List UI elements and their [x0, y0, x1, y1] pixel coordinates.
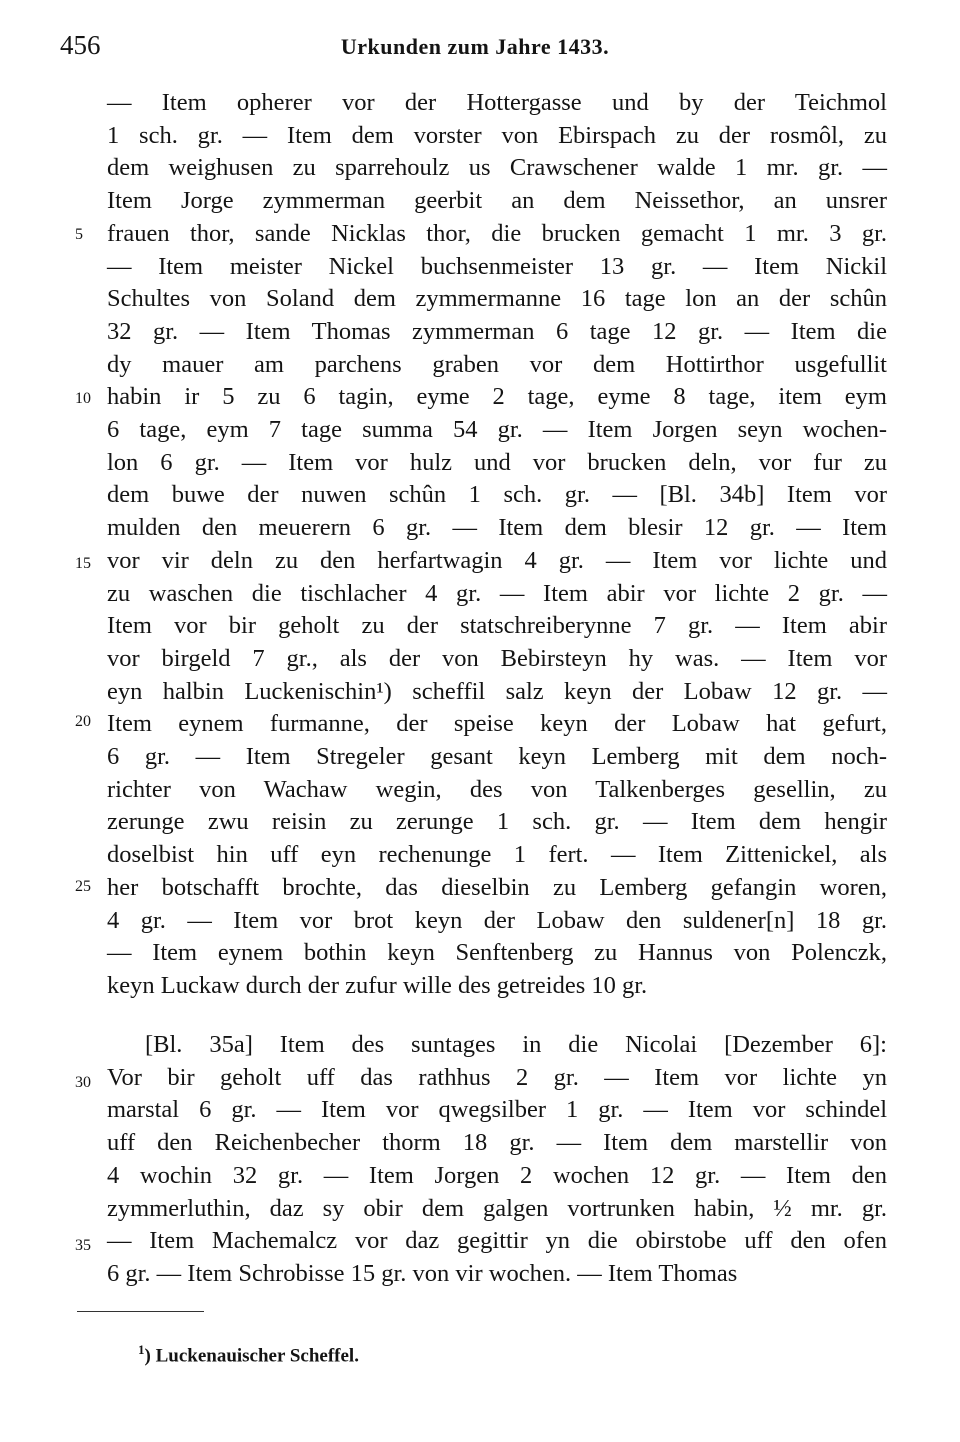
text-line: 4 wochin 32 gr. — Item Jorgen 2 wochen 12 gr. — Item den	[107, 1161, 887, 1189]
text-line: [Bl. 35a] Item des suntages in die Nicolai [Dezember 6]:	[145, 1031, 887, 1058]
text-line: zerunge zwu reisin zu zerunge 1 sch. gr. — Item dem hengir	[107, 808, 887, 836]
footnote-marker: 1	[138, 1342, 145, 1357]
text-line: uff den Reichenbecher thorm 18 gr. — Item dem marstellir von	[107, 1129, 887, 1157]
text-line: Item vor bir geholt zu der statschreiberynne 7 gr. — Item abir	[107, 612, 887, 640]
line-number: 30	[75, 1074, 91, 1091]
text-line: frauen thor, sande Nicklas thor, die brucken gemacht 1 mr. 3 gr.	[107, 219, 887, 247]
text-line: — Item meister Nickel buchsenmeister 13 gr. — Item Nickil	[107, 252, 887, 280]
text-line: vor birgeld 7 gr., als der von Bebirsteyn hy was. — Item vor	[107, 644, 887, 672]
running-title: Urkunden zum Jahre 1433.	[340, 34, 610, 59]
text-line: dem weighusen zu sparrehoulz us Crawschener walde 1 mr. gr. —	[107, 154, 887, 182]
text-line: richter von Wachaw wegin, des von Talkenberges gesellin, zu	[107, 775, 887, 803]
text-line: 1 sch. gr. — Item dem vorster von Ebirspach zu der rosmôl, zu	[107, 121, 887, 149]
text-line: keyn Luckaw durch der zufur wille des getreides 10 gr.	[107, 971, 648, 999]
footnote-divider	[77, 1311, 204, 1312]
text-line: eyn halbin Luckenischin¹) scheffil salz keyn der Lobaw 12 gr. —	[107, 677, 887, 705]
text-line: vor vir deln zu den herfartwagin 4 gr. — Item vor lichte und	[107, 546, 887, 574]
text-line: dem buwe der nuwen schûn 1 sch. gr. — [Bl. 34b] Item vor	[107, 481, 887, 509]
text-line: her botschafft brochte, das dieselbin zu Lemberg gefangin woren,	[107, 873, 887, 901]
text-line: habin ir 5 zu 6 tagin, eyme 2 tage, eyme 8 tage, item eym	[107, 383, 887, 411]
footnote: $^1$) Luckenauischer Scheffel.	[138, 1342, 359, 1367]
text-line: 6 gr. — Item Schrobisse 15 gr. von vir wochen. — Item Thomas	[107, 1259, 738, 1287]
text-line: Schultes von Soland dem zymmermanne 16 tage lon an der schûn	[107, 285, 887, 313]
text-line: zymmerluthin, daz sy obir dem galgen vortrunken habin, ½ mr. gr.	[107, 1194, 887, 1222]
text-line: — Item Machemalcz vor daz gegittir yn die obirstobe uff den ofen	[107, 1227, 887, 1255]
line-number: 25	[75, 878, 91, 895]
line-number: 35	[75, 1237, 91, 1254]
text-line: zu waschen die tischlacher 4 gr. — Item abir vor lichte 2 gr. —	[107, 579, 887, 607]
text-line: lon 6 gr. — Item vor hulz und vor brucken deln, vor fur zu	[107, 448, 887, 476]
text-line: Item eynem furmanne, der speise keyn der Lobaw hat gefurt,	[107, 710, 887, 738]
text-line: 6 gr. — Item Stregeler gesant keyn Lemberg mit dem noch-	[107, 743, 887, 770]
text-line: Item Jorge zymmerman geerbit an dem Neissethor, an unsrer	[107, 187, 887, 215]
footnote-text: Luckenauischer Scheffel.	[155, 1345, 359, 1367]
line-number: 20	[75, 713, 91, 730]
page-header	[60, 30, 890, 70]
text-line: dy mauer am parchens graben vor dem Hottirthor usgefullit	[107, 350, 887, 378]
text-line: — Item eynem bothin keyn Senftenberg zu Hannus von Polenczk,	[107, 939, 887, 967]
text-line: 4 gr. — Item vor brot keyn der Lobaw den suldener[n] 18 gr.	[107, 906, 887, 934]
page-number: 456	[60, 30, 101, 60]
line-number: 15	[75, 555, 91, 572]
text-line: marstal 6 gr. — Item vor qwegsilber 1 gr. — Item vor schindel	[107, 1096, 887, 1124]
line-number: 10	[75, 390, 91, 407]
text-line: mulden den meuerern 6 gr. — Item dem blesir 12 gr. — Item	[107, 514, 887, 542]
text-line: 32 gr. — Item Thomas zymmerman 6 tage 12 gr. — Item die	[107, 317, 887, 345]
text-line: 6 tage, eym 7 tage summa 54 gr. — Item Jorgen seyn wochen-	[107, 416, 887, 443]
text-line: Vor bir geholt uff das rathhus 2 gr. — Item vor lichte yn	[107, 1063, 887, 1091]
text-line: — Item opherer vor der Hottergasse und by der Teichmol	[107, 89, 887, 116]
line-number: 5	[75, 226, 83, 243]
text-line: doselbist hin uff eyn rechenunge 1 fert. — Item Zittenickel, als	[107, 841, 887, 869]
